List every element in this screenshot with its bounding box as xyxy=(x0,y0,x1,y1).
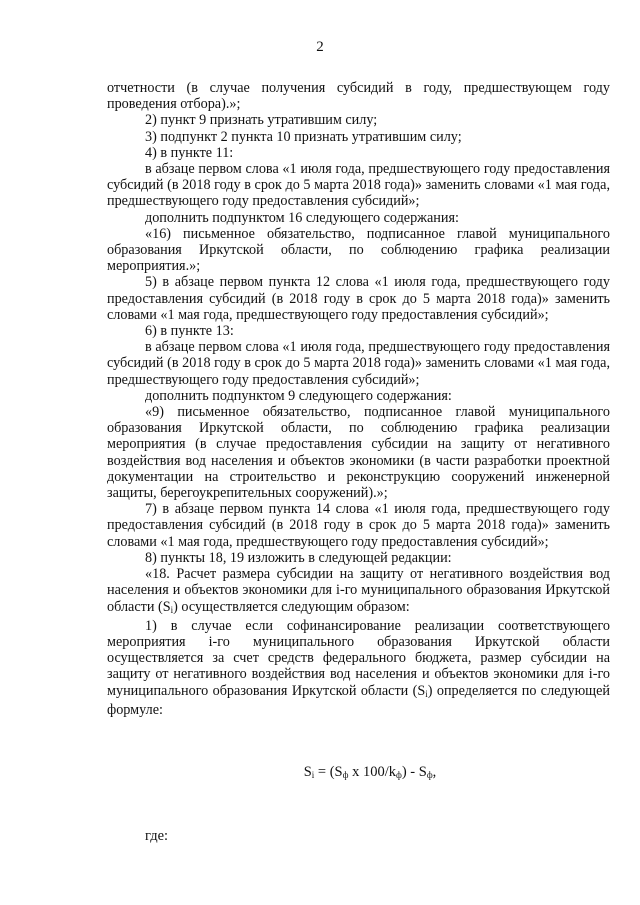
document-body xyxy=(107,80,610,718)
paragraph: 2) пункт 9 признать утратившим силу; xyxy=(145,112,378,129)
paragraph: отчетности (в случае получения субсидий в году, предшествующем году проведения отбора).»; xyxy=(107,80,610,113)
paragraph: «18. Расчет размера субсидии на защиту от негативного воздействия вод населения и объектов экономики для i-го муниципального образования Иркутской области $(S_i)$ осуществляется следующим образом: xyxy=(107,566,610,615)
paragraph: «9) письменное обязательство, подписанное главой муниципального образования Иркутской области, по соблюдению графика реализации мероприятия (в случае предоставления субсидии на защиту от негативного воздействия вод населения и объектов экономики (в части разработки проектной документации на строительство и реконструкцию сооружений инженерной защиты, берегоукрепительных сооружений).»; xyxy=(107,404,610,502)
paragraph: в абзаце первом слова «1 июля года, предшествующего году предоставления субсидий (в 2018 году в срок до 5 марта 2018 года)» заменить словами «1 мая года, предшествующего году предоставления субсидий»; xyxy=(107,161,610,210)
paragraph: 5) в абзаце первом пункта 12 слова «1 июля года, предшествующего году предоставления субсидий (в 2018 году в срок до 5 марта 2018 года)» заменить словами «1 мая года, предшествующего году предоставления субсидий»; xyxy=(107,274,610,323)
paragraph: 4) в пункте 11: xyxy=(145,144,234,161)
formula: $S_i = (S_ф$ x $100/k_ф) - S_ф$, xyxy=(303,764,437,780)
page-number: 2 xyxy=(316,39,324,55)
paragraph: 8) пункты 18, 19 изложить в следующей редакции: xyxy=(145,549,452,566)
paragraph: 6) в пункте 13: xyxy=(145,323,234,340)
paragraph: 7) в абзаце первом пункта 14 слова «1 июля года, предшествующего году предоставления субсидий (в 2018 году в срок до 5 марта 2018 года)» заменить словами «1 мая года, предшествующего году предоставления субсидий»; xyxy=(107,501,610,550)
paragraph: дополнить подпунктом 16 следующего содержания: xyxy=(145,209,459,226)
where-label: где: xyxy=(145,828,169,844)
paragraph: 3) подпункт 2 пункта 10 признать утратившим силу; xyxy=(145,128,462,145)
paragraph: «16) письменное обязательство, подписанное главой муниципального образования Иркутской области, по соблюдению графика реализации мероприятия.»; xyxy=(107,225,610,275)
paragraph: 1) в случае если софинансирование реализации соответствующего мероприятия i-го муниципального образования Иркутской области осуществляется за счет средств федерального бюджета, размер субсидии на защиту от негативного воздействия вод населения и объектов экономики для i-го муниципального образования Иркутской области $(S_i)$ определяется по следующей формуле: xyxy=(107,617,610,718)
paragraph: в абзаце первом слова «1 июля года, предшествующего году предоставления субсидий (в 2018 году в срок до 5 марта 2018 года)» заменить словами «1 мая года, предшествующего году предоставления субсидий»; xyxy=(107,339,610,388)
paragraph: дополнить подпунктом 9 следующего содержания: xyxy=(145,387,452,404)
